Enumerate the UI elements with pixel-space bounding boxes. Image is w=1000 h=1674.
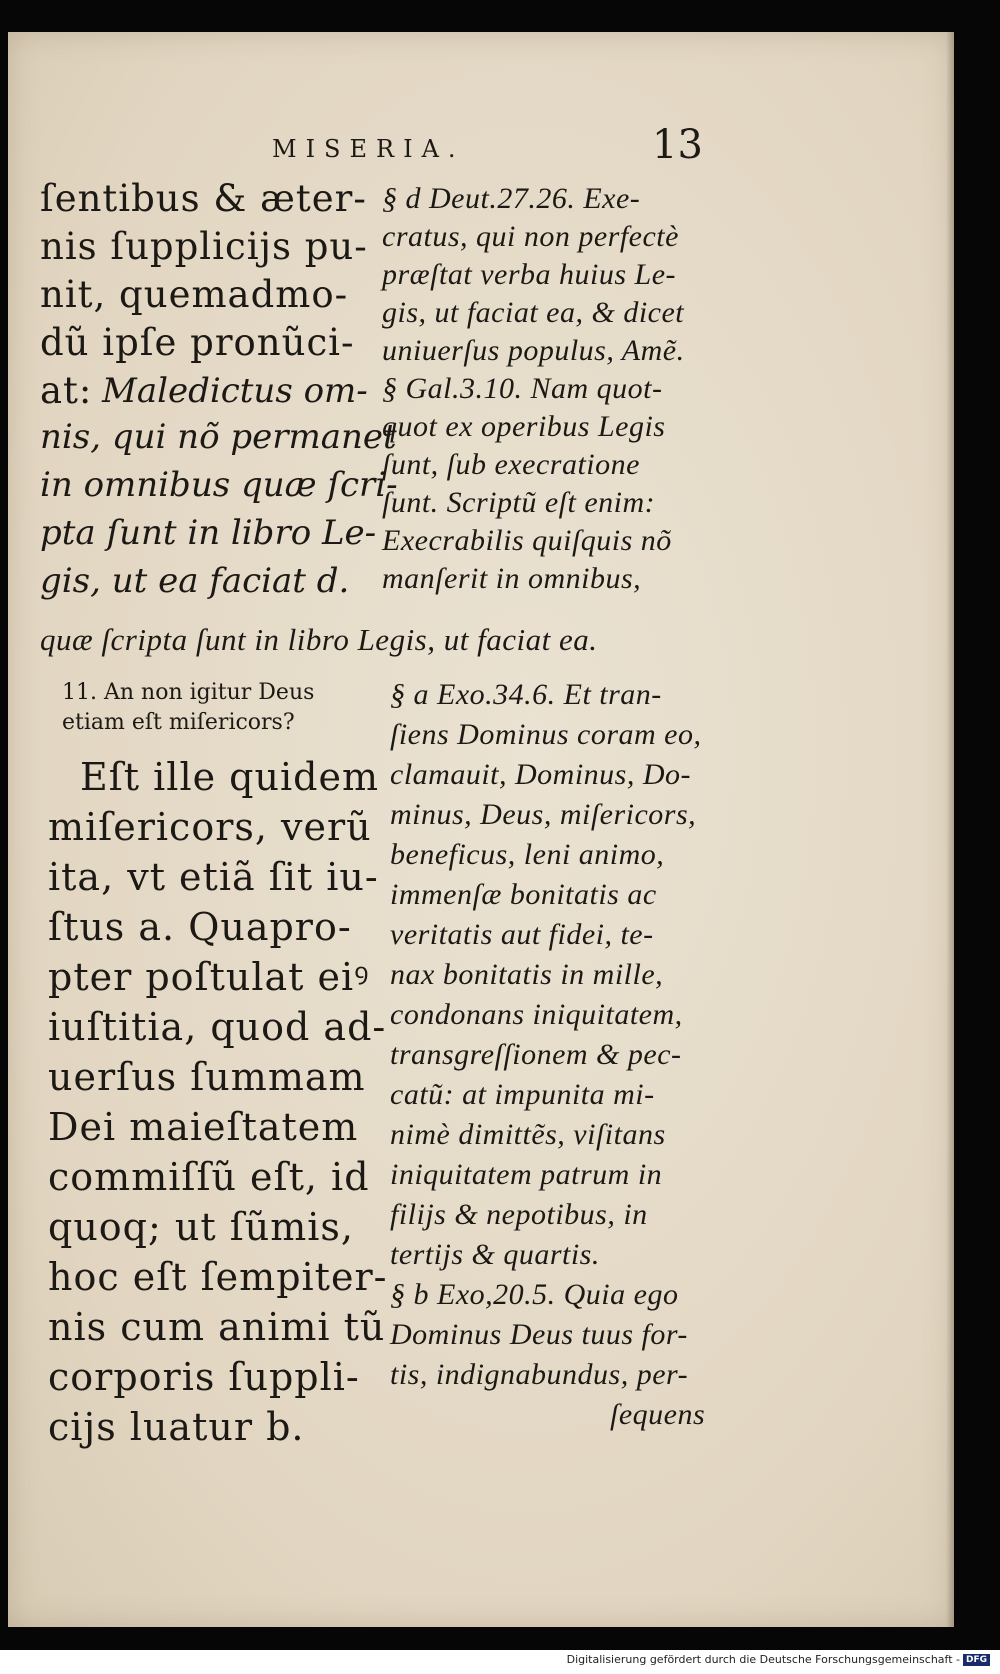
marginal-note-line: ſiens Dominus coram eo, — [390, 718, 702, 751]
dfg-logo: DFG — [963, 1654, 990, 1666]
answer-line: Eſt ille quidem — [80, 755, 379, 799]
marginal-note-line: manſerit in omnibus, — [382, 562, 642, 595]
page-edge-shadow — [946, 32, 954, 1627]
answer-line: pter poſtulat eiꝰ — [48, 955, 370, 999]
marginal-note-line: tertijs & quartis. — [390, 1238, 600, 1271]
fullwidth-italic-line: quæ ſcripta ſunt in libro Legis, ut faciat ea. — [40, 622, 598, 657]
question-line: etiam eſt miſericors? — [62, 710, 295, 735]
marginal-note-line: § d Deut.27.26. Exe- — [382, 182, 641, 215]
marginal-note-line: Dominus Deus tuus for- — [390, 1318, 688, 1351]
answer-line: corporis ſuppli- — [48, 1355, 360, 1399]
marginal-note-line: cratus, qui non perfectè — [382, 220, 679, 253]
marginal-note-line: quot ex operibus Legis — [382, 410, 666, 443]
answer-line: miſericors, verũ — [48, 805, 372, 849]
marginal-note-line: beneficus, leni animo, — [390, 838, 665, 871]
digitization-footer — [0, 1653, 990, 1666]
marginal-note-line: iniquitatem patrum in — [390, 1158, 663, 1191]
question-line: 11. An non igitur Deus — [62, 680, 315, 705]
answer-line: Dei maieſtatem — [48, 1105, 359, 1149]
marginal-note-line: tis, indignabundus, per- — [390, 1358, 689, 1391]
marginal-note-line: nimè dimittẽs, viſitans — [390, 1118, 666, 1151]
main-text-line: dũ ipſe pronũci- — [40, 321, 355, 364]
answer-line: commiſſũ eſt, id — [48, 1155, 370, 1199]
marginal-note-line: § a Exo.34.6. Et tran- — [390, 678, 662, 711]
marginal-note-line: ſunt. Scriptũ eſt enim: — [382, 486, 656, 519]
marginal-note-line: nax bonitatis in mille, — [390, 958, 664, 991]
answer-line: quoq; ut ſũmis, — [48, 1205, 355, 1249]
answer-line: nis cum animi tũ — [48, 1305, 386, 1349]
marginal-note-line: ſunt, ſub execratione — [382, 448, 640, 481]
main-text-line: at: — [40, 369, 93, 412]
answer-line: ita, vt etiã ſit iu- — [48, 855, 379, 899]
marginal-note-line: uniuerſus populus, Amẽ. — [382, 334, 685, 367]
marginal-note-line: præſtat verba huius Le- — [382, 258, 676, 291]
marginal-note-line: minus, Deus, miſericors, — [390, 798, 697, 831]
answer-line: cijs luatur b. — [48, 1405, 305, 1449]
marginal-note-line: Execrabilis quiſquis nõ — [382, 524, 672, 557]
main-text-line: nis ſupplicijs pu- — [40, 225, 368, 268]
marginal-note-line: § b Exo,20.5. Quia ego — [390, 1278, 679, 1311]
marginal-note-line: filijs & nepotibus, in — [390, 1198, 648, 1231]
answer-line: hoc eſt ſempiter- — [48, 1255, 388, 1299]
catchword: ſequens — [610, 1398, 706, 1431]
marginal-note-line: transgreſſionem & pec- — [390, 1038, 682, 1071]
answer-line: iuſtitia, quod ad- — [48, 1005, 387, 1049]
main-italic-line: nis, qui nõ permanet — [40, 417, 397, 457]
marginal-note-line: clamauit, Dominus, Do- — [390, 758, 691, 791]
footer-text: Digitalisierung gefördert durch die Deutsche Forschungsgemeinschaft - — [566, 1653, 960, 1666]
page-number: 13 — [652, 122, 703, 168]
main-text-line: nit, quemadmo- — [40, 273, 349, 316]
main-italic-line: pta ſunt in libro Le- — [40, 513, 377, 553]
answer-line: ſtus a. Quapro- — [48, 905, 352, 949]
marginal-note-line: immenſæ bonitatis ac — [390, 878, 657, 911]
main-italic-line: gis, ut ea faciat d. — [40, 561, 350, 601]
marginal-note-line: § Gal.3.10. Nam quot- — [382, 372, 663, 405]
marginal-note-line: condonans iniquitatem, — [390, 998, 683, 1031]
main-italic-line: in omnibus quæ ſcri- — [40, 465, 398, 505]
main-text-line: ſentibus & æter- — [40, 177, 367, 220]
running-title: MISERIA. — [272, 135, 465, 163]
marginal-note-line: gis, ut faciat ea, & dicet — [382, 296, 685, 329]
main-italic-line: Maledictus om- — [102, 371, 368, 411]
answer-line: uerſus ſummam — [48, 1055, 366, 1099]
marginal-note-line: veritatis aut fidei, te- — [390, 918, 654, 951]
marginal-note-line: catũ: at impunita mi- — [390, 1078, 655, 1111]
